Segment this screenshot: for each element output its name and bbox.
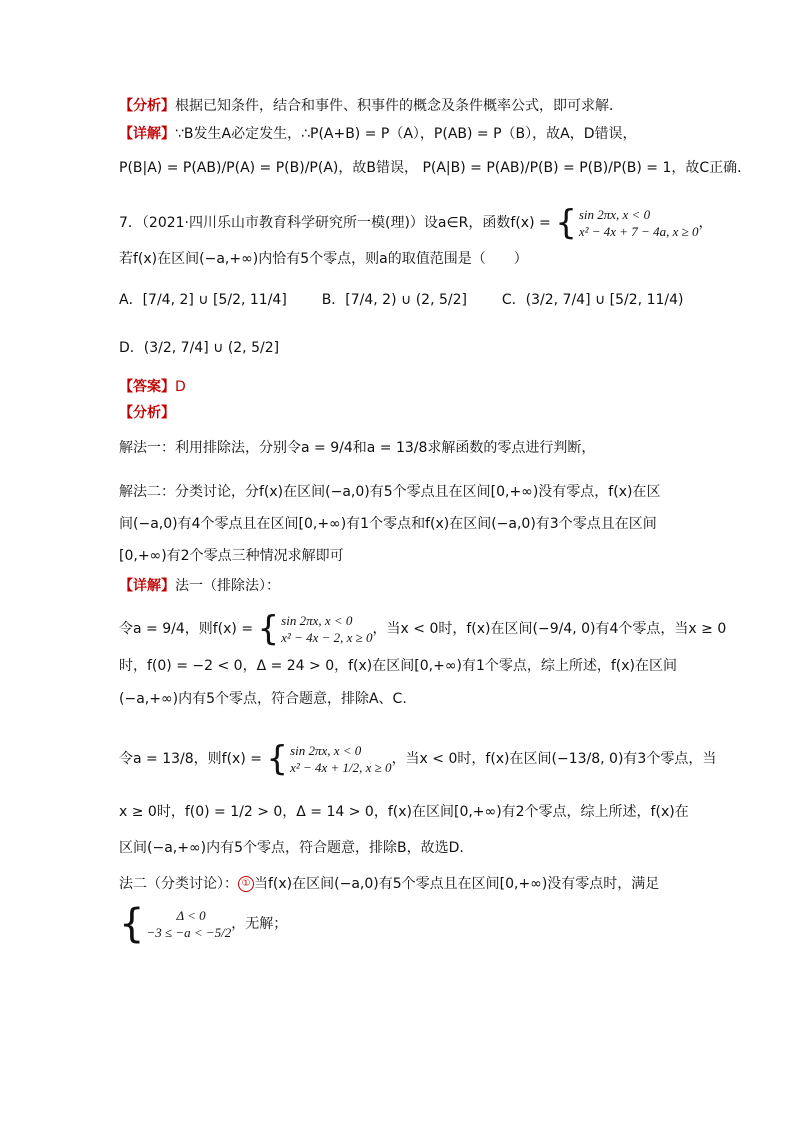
detail-text: ∵B发生A必定发生，∴P(A+B) = P（A），P(AB) = P（B），故A，D错误， <box>175 126 637 142</box>
piecewise-function <box>579 206 699 240</box>
piece-2c: x² − 4x + 1/2, x ≥ 0 <box>290 760 392 775</box>
method-2-text-a: 解法二：分类讨论，分f(x)在区间(−a,0)有5个零点且在区间[0,+∞)没有零点，f(x)在区 <box>119 484 661 500</box>
line-5-text: x ≥ 0时，f(0) = 1/2 > 0，Δ = 14 > 0，f(x)在区间[0,+∞)有2个零点，综上所述，f(x)在 <box>119 804 689 820</box>
method-1-text: 解法一：利用排除法，分别令a = 9/4和a = 13/8求解函数的零点进行判断， <box>119 440 596 456</box>
question-7-stem <box>119 203 713 243</box>
case-1-text: 当f(x)在区间(−a,0)有5个零点且在区间[0,+∞)没有零点时，满足 <box>254 876 660 892</box>
detail-tag-2: 【详解】 <box>119 578 175 594</box>
piece-1c: sin 2πx, x < 0 <box>290 743 362 758</box>
method-1-line-2 <box>119 656 677 676</box>
option-d-row <box>119 338 279 358</box>
line-1-post: ，当x < 0时，f(x)在区间(−9/4, 0)有4个零点，当x ≥ 0 <box>372 621 727 637</box>
options-row <box>119 290 683 310</box>
piecewise-function-2 <box>281 612 372 646</box>
answer-tag: 【答案】 <box>119 379 175 395</box>
system-end: ，无解； <box>231 916 288 932</box>
method-2-label: 法二（分类讨论）： <box>119 876 238 892</box>
analysis-tag-2: 【分析】 <box>119 405 175 421</box>
line-2-text: 时，f(0) = −2 < 0，Δ = 24 > 0，f(x)在区间[0,+∞)有1个零点，综上所述，f(x)在区间 <box>119 658 677 674</box>
option-c: C．(3/2, 7/4] ∪ [5/2, 11/4) <box>501 292 684 308</box>
answer-value: D <box>175 379 186 395</box>
method-1-line-5 <box>119 802 689 822</box>
line-6-text: 区间(−a,+∞)内有5个零点，符合题意，排除B，故选D. <box>119 840 464 856</box>
detail-heading-line <box>119 576 280 596</box>
line-3-text: (−a,+∞)内有5个零点，符合题意，排除A、C. <box>119 691 407 707</box>
option-a: A．[7/4, 2] ∪ [5/2, 11/4] <box>119 292 287 308</box>
analysis-heading-line <box>119 403 175 423</box>
piecewise-brace-icon: { <box>266 739 289 779</box>
method-2-summary-a <box>119 482 660 502</box>
question-stem: 7．（2021·四川乐山市教育科学研究所一模(理)）设a∈R，函数f(x) = <box>119 215 551 231</box>
piecewise-function-3 <box>290 742 392 776</box>
piecewise-brace-icon: { <box>257 609 280 649</box>
system-brace-icon: { <box>119 901 145 947</box>
method-1-line-4 <box>119 739 717 779</box>
method-2-text-b: 间(−a,0)有4个零点且在区间[0,+∞)有1个零点和f(x)在区间(−a,0)有3个零点且在区间 <box>119 516 657 532</box>
method-1-summary <box>119 438 595 458</box>
piece-1: sin 2πx, x < 0 <box>578 207 651 222</box>
system-conditions <box>146 907 231 941</box>
circled-one-icon: ① <box>238 876 254 892</box>
condition-range: −3 ≤ −a < −5/2 <box>146 925 232 940</box>
answer-line <box>119 377 186 397</box>
analysis-tag: 【分析】 <box>119 98 175 114</box>
piece-1b: sin 2πx, x < 0 <box>281 613 353 628</box>
piece-2b: x² − 4x − 2, x ≥ 0 <box>281 630 373 645</box>
method-1-line-3 <box>119 689 407 709</box>
line-4-post: ，当x < 0时，f(x)在区间(−13/8, 0)有3个零点，当 <box>391 751 717 767</box>
piecewise-brace-icon: { <box>555 203 577 243</box>
let-a-13-8: 令a = 13/8，则f(x) = <box>119 751 262 767</box>
option-b: B．[7/4, 2) ∪ (2, 5/2] <box>321 292 467 308</box>
let-a-9-4: 令a = 9/4，则f(x) = <box>119 621 254 637</box>
inequality-system <box>119 901 288 947</box>
detail-tag: 【详解】 <box>119 126 175 142</box>
prev-analysis-line <box>119 96 623 116</box>
condition-delta: Δ < 0 <box>176 908 206 923</box>
conditional-prob-a-given-b: P(A|B) = P(AB)/P(B) = P(B)/P(B) = 1，故C正确． <box>422 160 752 176</box>
method-2-summary-b <box>119 514 657 534</box>
stem-end: ， <box>698 215 713 231</box>
conditional-prob-b-given-a: P(B|A) = P(AB)/P(A) = P(B)/P(A)，故B错误， <box>119 160 418 176</box>
method-2-summary-c <box>119 546 344 566</box>
question-7-stem-2 <box>119 249 528 269</box>
detail-head: 法一（排除法）： <box>175 578 280 594</box>
prev-detail-line <box>119 124 637 144</box>
method-1-line-1 <box>119 609 727 649</box>
piece-2: x² − 4x + 7 − 4a, x ≥ 0 <box>578 224 699 239</box>
question-condition: 若f(x)在区间(−a,+∞)内恰有5个零点，则a的取值范围是（ ） <box>119 251 528 267</box>
option-d: D．(3/2, 7/4] ∪ (2, 5/2] <box>119 340 280 356</box>
method-1-line-6 <box>119 838 464 858</box>
method-2-text-c: [0,+∞)有2个零点三种情况求解即可 <box>119 548 344 564</box>
prev-detail-line-2 <box>119 158 751 178</box>
method-2-line-1 <box>119 874 659 894</box>
analysis-text: 根据已知条件，结合和事件、积事件的概念及条件概率公式，即可求解． <box>175 98 623 114</box>
